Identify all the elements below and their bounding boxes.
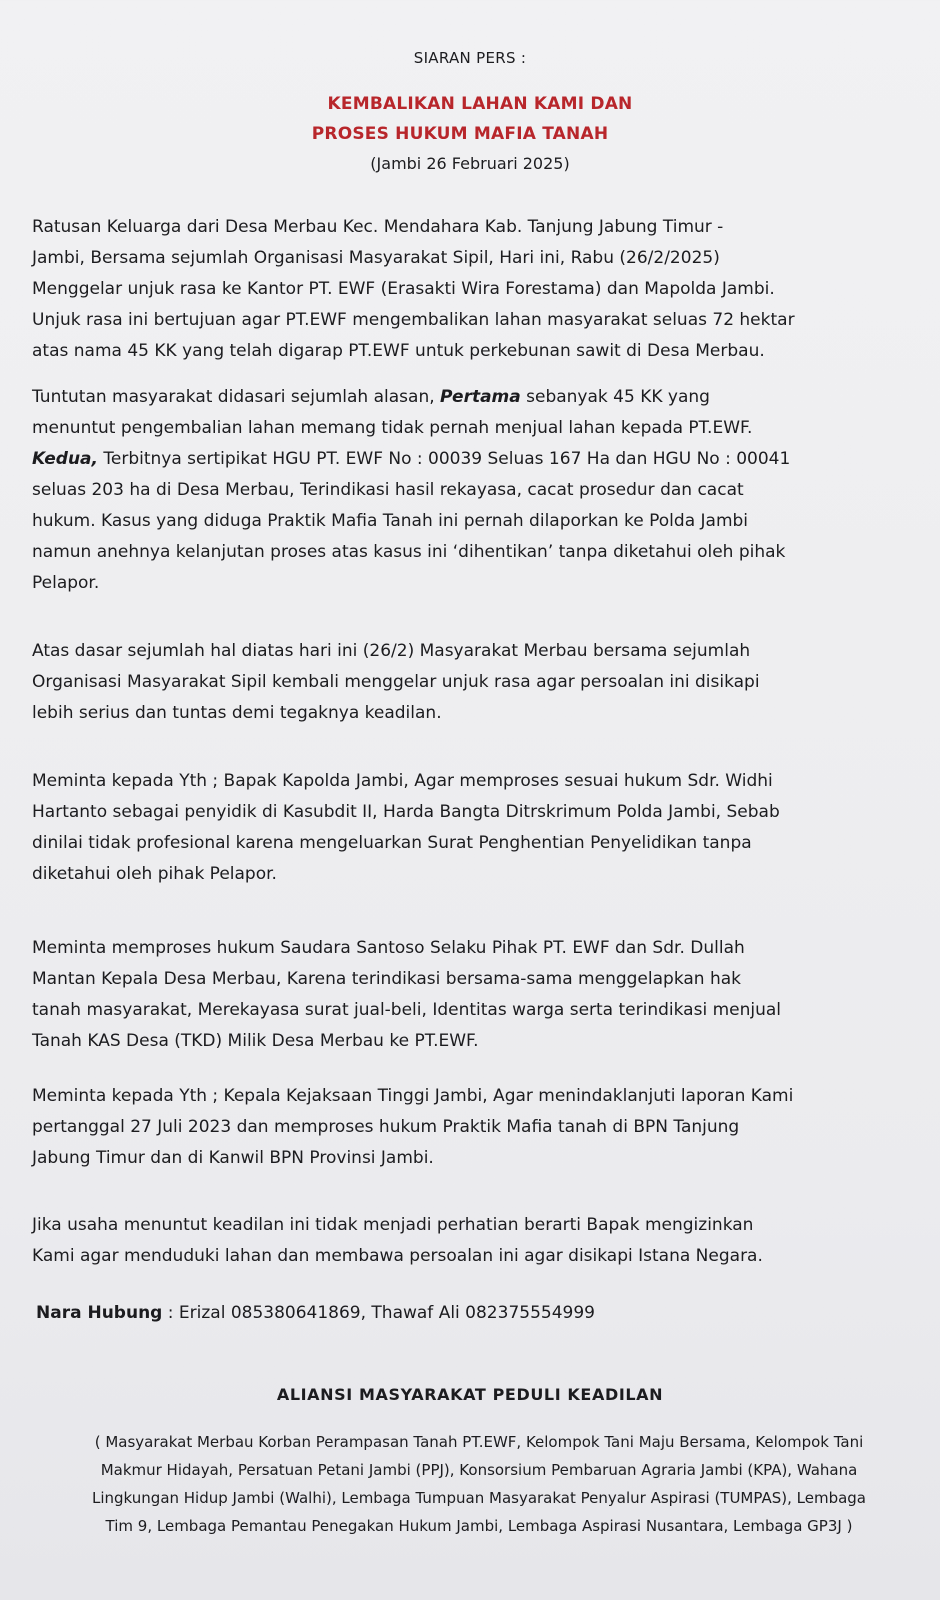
paragraph-line: Atas dasar sejumlah hal diatas hari ini (26/2) Masyarakat Merbau bersama sejumlah xyxy=(32,641,751,661)
paragraph-closing xyxy=(32,1210,908,1272)
paragraph-line: Meminta kepada Yth ; Kepala Kejaksaan Tinggi Jambi, Agar menindaklanjuti laporan Kami xyxy=(32,1086,794,1106)
paragraph-line: dinilai tidak profesional karena mengeluarkan Surat Penghentian Penyelidikan tanpa xyxy=(32,833,752,853)
paragraph-reasons xyxy=(32,382,908,599)
paragraph-demand-kejati xyxy=(32,1081,908,1174)
paragraph-intro xyxy=(32,212,908,367)
emphasis-kedua: Kedua, xyxy=(32,449,98,469)
paragraph-basis xyxy=(32,636,908,729)
paragraph-line: Hartanto sebagai penyidik di Kasubdit II, Harda Bangta Ditrskrimum Polda Jambi, Sebab xyxy=(32,802,780,822)
paragraph-line: Pelapor. xyxy=(32,573,100,593)
line-text: Terbitnya sertipikat HGU PT. EWF No : 00039 Seluas 167 Ha dan HGU No : 00041 xyxy=(97,449,791,469)
headline-line-2: PROSES HUKUM MAFIA TANAH xyxy=(311,124,609,144)
paragraph-line: Meminta kepada Yth ; Bapak Kapolda Jambi, Agar memproses sesuai hukum Sdr. Widhi xyxy=(32,771,773,791)
paragraph-line: Jambi, Bersama sejumlah Organisasi Masyarakat Sipil, Hari ini, Rabu (26/2/2025) xyxy=(32,248,720,268)
paragraph-line: atas nama 45 KK yang telah digarap PT.EWF untuk perkebunan sawit di Desa Merbau. xyxy=(32,341,765,361)
release-date: (Jambi 26 Februari 2025) xyxy=(370,154,570,173)
paragraph-demand-kapolda xyxy=(32,766,908,890)
members-line: ( Masyarakat Merbau Korban Perampasan Tanah PT.EWF, Kelompok Tani Maju Bersama, Kelompok Tani xyxy=(94,1433,864,1451)
paragraph-line: tanah masyarakat, Merekayasa surat jual-beli, Identitas warga serta terindikasi menjual xyxy=(32,1000,782,1020)
contact-label: Nara Hubung xyxy=(36,1303,163,1323)
paragraph-line: Kami agar menduduki lahan dan membawa persoalan ini agar disikapi Istana Negara. xyxy=(32,1246,763,1266)
paragraph-line: pertanggal 27 Juli 2023 dan memproses hukum Praktik Mafia tanah di BPN Tanjung xyxy=(32,1117,740,1137)
paragraph-line: menuntut pengembalian lahan memang tidak pernah menjual lahan kepada PT.EWF. xyxy=(32,418,753,438)
paragraph-line xyxy=(32,382,908,413)
paragraph-line: Unjuk rasa ini bertujuan agar PT.EWF mengembalikan lahan masyarakat seluas 72 hektar xyxy=(32,310,795,330)
paragraph-line: hukum. Kasus yang diduga Praktik Mafia Tanah ini pernah dilaporkan ke Polda Jambi xyxy=(32,511,749,531)
paragraph-line: Tanah KAS Desa (TKD) Milik Desa Merbau ke PT.EWF. xyxy=(32,1031,479,1051)
line-text: sebanyak 45 KK yang xyxy=(520,387,710,407)
line-text: Tuntutan masyarakat didasari sejumlah alasan, xyxy=(32,387,441,407)
contact-value: : Erizal 085380641869, Thawaf Ali 082375554999 xyxy=(162,1303,595,1323)
paragraph-line: Ratusan Keluarga dari Desa Merbau Kec. Mendahara Kab. Tanjung Jabung Timur - xyxy=(32,217,724,237)
paragraph-line: Jika usaha menuntut keadilan ini tidak menjadi perhatian berarti Bapak mengizinkan xyxy=(32,1215,754,1235)
alliance-name: ALIANSI MASYARAKAT PEDULI KEADILAN xyxy=(276,1385,664,1404)
paragraph-line xyxy=(32,444,908,475)
paragraph-line: Jabung Timur dan di Kanwil BPN Provinsi Jambi. xyxy=(32,1148,434,1168)
paragraph-line: lebih serius dan tuntas demi tegaknya keadilan. xyxy=(32,703,442,723)
contact-line xyxy=(36,1303,595,1323)
paragraph-line: Menggelar unjuk rasa ke Kantor PT. EWF (Erasakti Wira Forestama) dan Mapolda Jambi. xyxy=(32,279,775,299)
paragraph-line: namun anehnya kelanjutan proses atas kasus ini ‘dihentikan’ tanpa diketahui oleh pihak xyxy=(32,542,786,562)
document-label: SIARAN PERS : xyxy=(413,49,527,67)
members-line: Lingkungan Hidup Jambi (Walhi), Lembaga Tumpuan Masyarakat Penyalur Aspirasi (TUMPAS), Lembaga xyxy=(92,1489,866,1507)
members-line: Tim 9, Lembaga Pemantau Penegakan Hukum Jambi, Lembaga Aspirasi Nusantara, Lembaga GP3J ) xyxy=(105,1517,853,1535)
paragraph-line: Mantan Kepala Desa Merbau, Karena terindikasi bersama-sama menggelapkan hak xyxy=(32,969,742,989)
paragraph-line: diketahui oleh pihak Pelapor. xyxy=(32,864,277,884)
headline-line-1: KEMBALIKAN LAHAN KAMI DAN xyxy=(327,94,633,114)
paragraph-line: seluas 203 ha di Desa Merbau, Terindikasi hasil rekayasa, cacat prosedur dan cacat xyxy=(32,480,744,500)
members-line: Makmur Hidayah, Persatuan Petani Jambi (PPJ), Konsorsium Pembaruan Agraria Jambi (KPA), Wahana xyxy=(100,1461,858,1479)
paragraph-line: Organisasi Masyarakat Sipil kembali menggelar unjuk rasa agar persoalan ini disikapi xyxy=(32,672,760,692)
emphasis-pertama: Pertama xyxy=(440,387,521,407)
paragraph-demand-santoso xyxy=(32,933,908,1057)
alliance-members xyxy=(44,1428,914,1540)
paragraph-line: Meminta memproses hukum Saudara Santoso Selaku Pihak PT. EWF dan Sdr. Dullah xyxy=(32,938,745,958)
